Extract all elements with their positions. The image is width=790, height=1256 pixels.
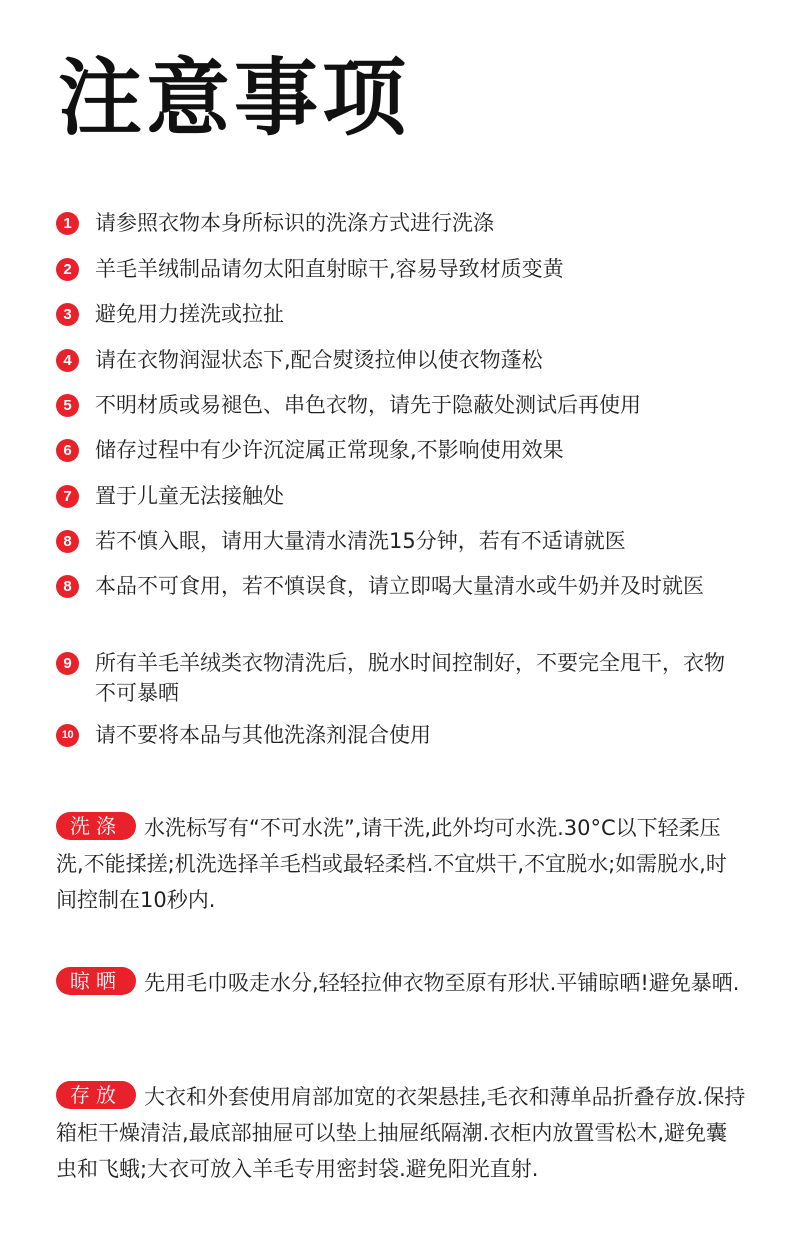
note-item: [56, 526, 735, 556]
note-text: 所有羊毛羊绒类衣物清洗后，脱水时间控制好，不要完全甩干，衣物不可暴晒: [95, 651, 725, 705]
dry-tag: 晾晒: [56, 967, 136, 995]
note-item: [56, 299, 735, 329]
number-badge: 5: [56, 394, 79, 417]
note-text: 本品不可食用，若不慎误食，请立即喝大量清水或牛奶并及时就医: [95, 574, 704, 598]
note-text: 若不慎入眼，请用大量清水清洗15分钟，若有不适请就医: [95, 529, 626, 553]
dry-section: [56, 965, 746, 1001]
note-text: 储存过程中有少许沉淀属正常现象,不影响使用效果: [95, 438, 564, 462]
note-text: 不明材质或易褪色、串色衣物，请先于隐蔽处测试后再使用: [95, 393, 641, 417]
note-item: [56, 481, 735, 511]
wash-section: [56, 810, 746, 918]
number-badge: 9: [56, 652, 79, 675]
wash-tag: 洗涤: [56, 812, 136, 840]
note-item: [56, 254, 735, 284]
note-item: [56, 345, 735, 375]
note-text: 请参照衣物本身所标识的洗涤方式进行洗涤: [95, 211, 494, 235]
store-section: [56, 1079, 746, 1187]
number-badge: 6: [56, 439, 79, 462]
dry-text: 先用毛巾吸走水分,轻轻拉伸衣物至原有形状.平铺晾晒!避免暴晒.: [144, 971, 740, 995]
number-badge: 1: [56, 212, 79, 235]
number-badge: 8: [56, 575, 79, 598]
number-badge: 8: [56, 530, 79, 553]
number-badge: 3: [56, 303, 79, 326]
note-text: 置于儿童无法接触处: [95, 484, 284, 508]
number-badge: 10: [56, 724, 79, 747]
note-item: [56, 435, 735, 465]
page-title: 注意事项: [58, 49, 411, 147]
store-tag: 存放: [56, 1081, 136, 1109]
number-badge: 7: [56, 485, 79, 508]
note-item: [56, 571, 735, 601]
note-item: [56, 648, 735, 708]
note-text: 请在衣物润湿状态下,配合熨烫拉伸以使衣物蓬松: [95, 348, 543, 372]
note-text: 避免用力搓洗或拉扯: [95, 302, 284, 326]
number-badge: 2: [56, 258, 79, 281]
note-text: 请不要将本品与其他洗涤剂混合使用: [95, 723, 431, 747]
note-item: [56, 390, 735, 420]
store-text: 大衣和外套使用肩部加宽的衣架悬挂,毛衣和薄单品折叠存放.保持箱柜干燥清洁,最底部抽屉可以垫上抽屉纸隔潮.衣柜内放置雪松木,避免囊虫和飞蛾;大衣可放入羊毛专用密封袋.避免阳光直射.: [56, 1085, 746, 1181]
number-badge: 4: [56, 349, 79, 372]
wash-text: 水洗标写有“不可水洗”,请干洗,此外均可水洗.30°C以下轻柔压洗,不能揉搓;机洗选择羊毛档或最轻柔档.不宜烘干,不宜脱水;如需脱水,时间控制在10秒内.: [56, 816, 727, 912]
note-item: [56, 208, 735, 238]
note-item: [56, 720, 735, 750]
note-text: 羊毛羊绒制品请勿太阳直射晾干,容易导致材质变黄: [95, 257, 564, 281]
